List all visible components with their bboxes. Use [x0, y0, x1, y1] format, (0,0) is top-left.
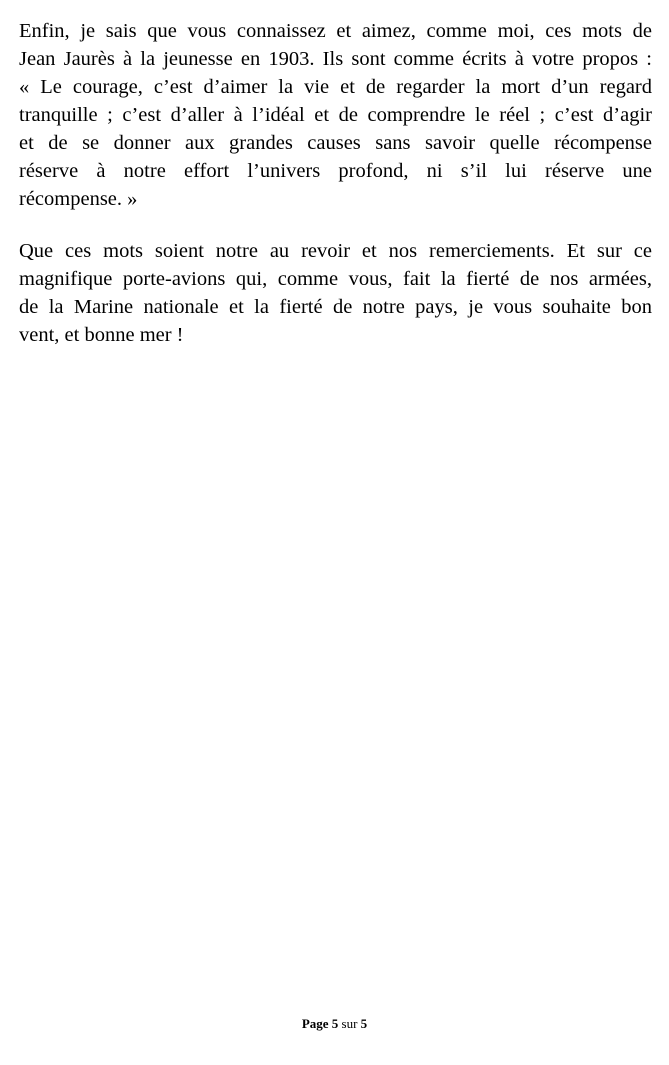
document-body	[19, 17, 652, 349]
paragraph-jaures-quote	[19, 17, 652, 213]
text-line: et de se donner aux grandes causes sans savoir quelle récompense	[19, 132, 652, 154]
paragraph-farewell	[19, 237, 652, 349]
footer-page-word: Page	[301, 1016, 329, 1031]
text-line: magnifique porte-avions qui, comme vous, fait la fierté de nos armées,	[19, 268, 652, 290]
text-line: de la Marine nationale et la fierté de notre pays, je vous souhaite bon	[19, 296, 652, 318]
text-line: Que ces mots soient notre au revoir et nos remerciements. Et sur ce	[19, 240, 652, 262]
text-line: vent, et bonne mer !	[19, 324, 184, 346]
text-line: Jean Jaurès à la jeunesse en 1903. Ils sont comme écrits à votre propos :	[19, 48, 652, 70]
paragraph-spacer	[19, 213, 652, 237]
text-line: Enfin, je sais que vous connaissez et aimez, comme moi, ces mots de	[19, 20, 652, 42]
text-line: tranquille ; c’est d’aller à l’idéal et de comprendre le réel ; c’est d’agir	[19, 104, 652, 126]
footer-of-word: sur	[341, 1016, 358, 1031]
text-line: récompense. »	[19, 188, 138, 210]
text-line: « Le courage, c’est d’aimer la vie et de regarder la mort d’un regard	[19, 76, 652, 98]
footer-total-pages: 5	[360, 1016, 368, 1031]
page-footer	[0, 1016, 669, 1032]
footer-page-number: 5	[331, 1016, 339, 1031]
text-line: réserve à notre effort l’univers profond, ni s’il lui réserve une	[19, 160, 652, 182]
